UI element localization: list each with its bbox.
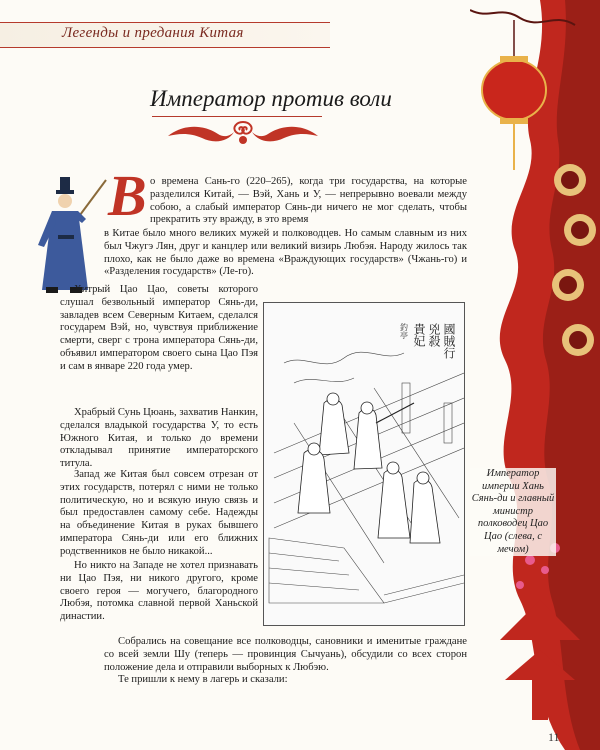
running-title: Легенды и предания Китая [62,25,244,41]
paragraph-3: Храбрый Сунь Цюань, захватив Нанкин, сделался владыкой государства У, то есть Южного Китая, и только до времени откладывал принятие императорского титула. [60,407,258,470]
paragraph-6: Собрались на совещание все полководцы, сановники и именитые граждане со всей земли Шу (теперь — провинция Сычуань), обсудили со всех сторон положение дела и отправили выборных к Любэю. [104,636,467,673]
inscription-col-2: 兇殺 [427,323,441,347]
drop-cap [108,163,148,228]
paragraph-1-cont: в Китае было много великих мужей и полководцев. Но самым славным из них был Чжугэ Лян, друг и канцлер или великий визирь Любэя. Народу жилось так плохо, как не было даже во времена «Враждующих государств» (Чжань-го) и «Разделения государств» (Ле-го). [104,228,467,278]
paragraph-5: Но никто на Западе не хотел признавать ни Цао Пэя, ни никого другого, кроме своего героя — могучего, благородного Любэя, потомка славной первой Ханьской династии. [60,560,258,623]
page-number: 11 [548,730,560,744]
inscription-col-1: 國賊行 [442,323,456,359]
article-title: Император против воли [150,86,392,111]
paragraph-1-lead: о времена Сань-го (220–265), когда три государства, на которые разделился Китай, — Вэй, Хань и У, — непрерывно воевали между собою, а слабый император Сянь-ди ничего не мог сделать, чтобы прекратить эту вражду, в это время [150,176,467,226]
illustration-caption: Император империи Хань Сянь-ди и главный министр полководец Цао Цао (слева, с мечом) [471,468,555,555]
inscription-signature: 釣亭 [399,323,409,339]
paragraph-7: Те пришли к нему в лагерь и сказали: [118,674,288,685]
paragraph-2: Хитрый Цао Цао, советы которого слушал безвольный император Сянь-ди, завладев всем Северным Китаем, сделался государем Вэй, но, чувствуя приближение смерти, сверг с трона императора Сянь-ди, объявил императором своего сына Цао Пэя и сам в январе 220 года умер. [60,284,258,372]
title-ornament [158,118,328,148]
woodblock-illustration [263,302,465,626]
paragraph-4: Запад же Китая был совсем отрезан от этих государств, потерял с ними не только политическую, но и всякую иную связь и был предоставлен самому себе. Надежды на объединение Китая в руках бывшего императора Сянь-ди или его ближних родственников не было никакой... [60,469,258,557]
drop-cap-letter: В [108,163,147,228]
inscription-col-3: 貴妃 [412,323,426,347]
chinese-lantern-decoration [470,0,600,750]
official-figure-illustration [28,175,108,300]
running-header [0,22,330,48]
title-underline [152,116,322,117]
